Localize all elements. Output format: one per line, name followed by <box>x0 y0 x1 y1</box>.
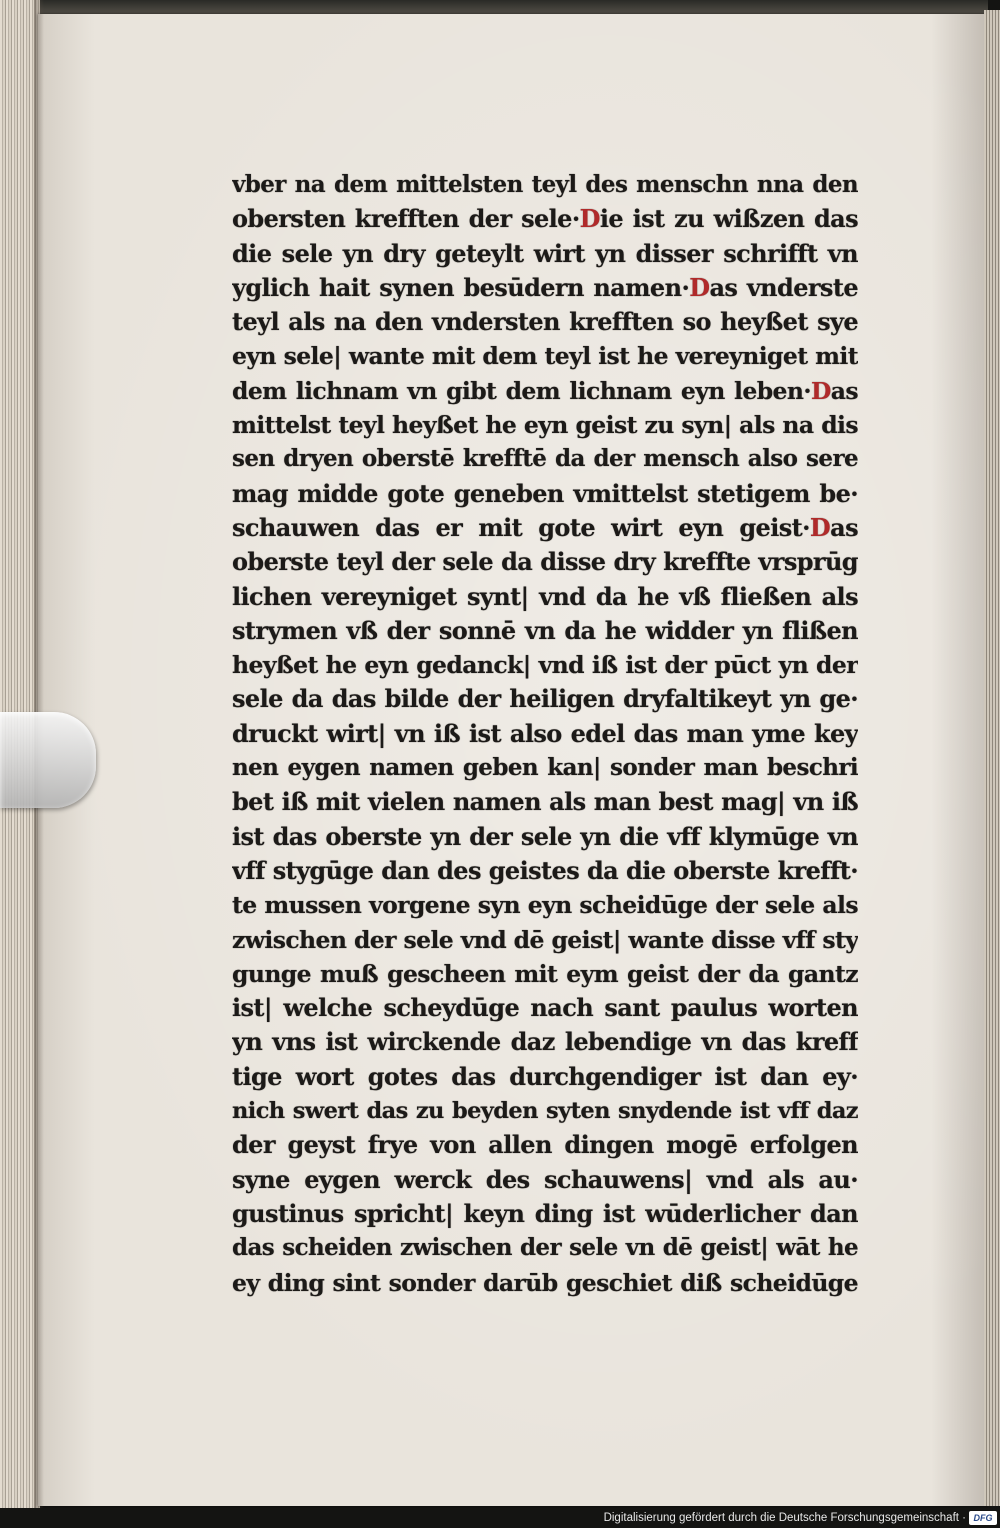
text-line: teyl als na den vndersten krefften so heyßet sye <box>232 307 858 337</box>
text-segment: dem lichnam vn gibt dem lichnam eyn leben· <box>232 376 811 405</box>
text-line: vff stygūge dan des geistes da die oberste krefft· <box>232 855 858 885</box>
text-line: eyn sele| wante mit dem teyl ist he vereyniget mit <box>232 342 858 371</box>
fore-edge <box>984 10 1000 1506</box>
text-line: oberste teyl der sele da disse dry kreffte vrsprūg <box>232 547 858 577</box>
text-segment: ie ist zu wißzen das <box>599 204 858 234</box>
rubricated-initial: D <box>809 512 831 542</box>
text-line: heyßet he eyn gedanck| vnd iß ist der pūct yn der <box>232 651 858 680</box>
text-segment: obersten krefften der sele· <box>232 204 580 234</box>
page-clip <box>0 712 96 808</box>
text-line: vber na dem mittelsten teyl des menschn nna den <box>232 171 858 198</box>
text-line: gunge muß gescheen mit eym geist der da gantz <box>232 959 858 988</box>
text-segment: as vnderste <box>709 272 858 302</box>
text-line: strymen vß der sonnē vn da he widder yn flißen <box>232 615 858 645</box>
text-line: das scheiden zwischen der sele vn dē geist| wāt he <box>232 1234 858 1262</box>
text-line: ey ding sint sonder darūb geschiet diß scheidūge <box>232 1268 858 1297</box>
text-line: druckt wirt| vn iß ist also edel das man yme key <box>232 718 858 748</box>
rubricated-initial: D <box>810 376 831 405</box>
rubricated-initial: D <box>579 204 600 234</box>
text-line: mittelst teyl heyßet he eyn geist zu syn| als na dis <box>232 411 858 440</box>
text-line: gustinus spricht| keyn ding ist wūderlicher dan <box>232 1198 858 1228</box>
text-line: syne eygen werck des schauwens| vnd als au· <box>232 1164 858 1194</box>
text-line: lichen vereyniget synt| vnd da he vß fließen als <box>232 581 858 611</box>
text-line: nich swert das zu beyden syten snydende ist vff daz <box>232 1098 858 1125</box>
text-line: bet iß mit vielen namen als man best mag| vn iß <box>232 787 858 817</box>
text-segment: as <box>830 376 858 405</box>
text-segment: as <box>830 512 858 542</box>
digitization-credit: Digitalisierung gefördert durch die Deutsche Forschungsgemeinschaft · <box>603 1512 966 1524</box>
text-line: sen dryen oberstē krefftē da der mensch also sere <box>232 445 858 473</box>
text-line: sele da das bilde der heiligen dryfaltikeyt yn ge· <box>232 684 858 714</box>
text-line <box>232 511 858 545</box>
incunable-text-block <box>232 168 858 1300</box>
rubricated-initial: D <box>689 272 710 302</box>
text-line: ist| welche scheydūge nach sant paulus worten <box>232 993 858 1023</box>
text-line: nen eygen namen geben kan| sonder man beschri <box>232 754 858 782</box>
text-line: die sele yn dry geteylt wirt yn disser schrifft vn <box>232 238 858 268</box>
text-line: te mussen vorgene syn eyn scheidūge der sele als <box>232 891 858 920</box>
text-line: ist das oberste yn der sele yn die vff klymūge vn <box>232 821 858 851</box>
text-line: yn vns ist wirckende daz lebendige vn das kreff <box>232 1027 858 1057</box>
text-line <box>232 202 858 236</box>
text-line <box>232 374 858 408</box>
text-segment: schauwen das er mit gote wirt eyn geist· <box>232 512 810 542</box>
dfg-logo: DFG <box>969 1511 997 1525</box>
text-line: der geyst frye von allen dingen mogē erfolgen <box>232 1130 858 1160</box>
text-line <box>232 271 858 305</box>
text-line: mag midde gote geneben vmittelst stetigem be· <box>232 478 858 508</box>
text-line: tige wort gotes das durchgendiger ist dan ey· <box>232 1061 858 1091</box>
text-line: zwischen der sele vnd dē geist| wante disse vff sty <box>232 925 858 954</box>
text-segment: yglich hait synen besūdern namen· <box>232 272 690 302</box>
